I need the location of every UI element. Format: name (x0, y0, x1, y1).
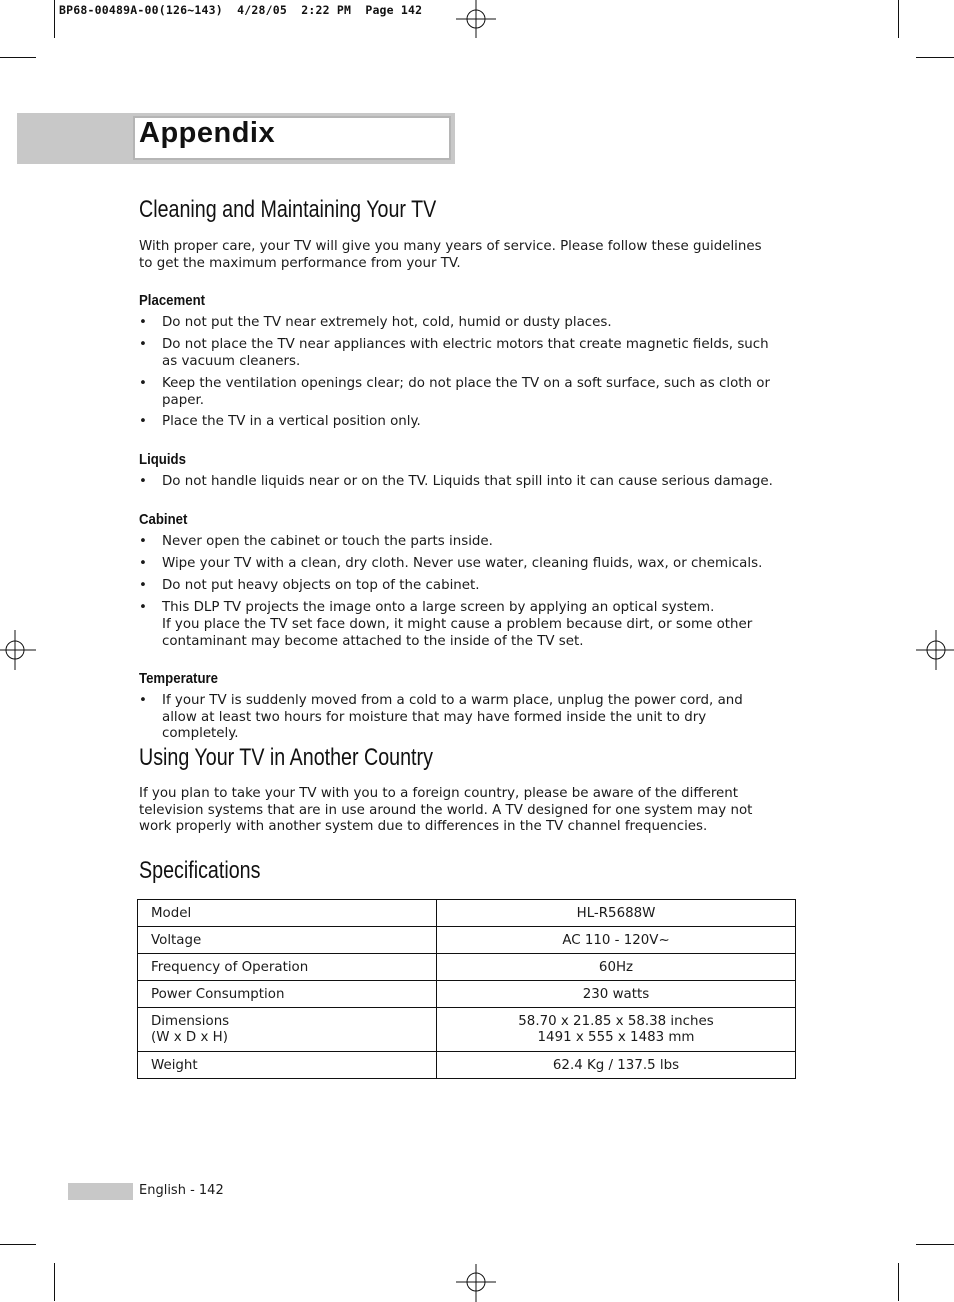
table-row (138, 981, 796, 1008)
spec-value: 62.4 Kg / 137.5 lbs (437, 1052, 796, 1079)
table-row (138, 927, 796, 954)
table-row (138, 1052, 796, 1079)
spec-value: 60Hz (437, 954, 796, 981)
specifications-table (137, 899, 796, 1079)
registration-mark-icon (914, 630, 954, 670)
crop-mark (898, 1263, 899, 1301)
cabinet-heading: Cabinet (139, 511, 188, 528)
spec-label (138, 1008, 437, 1052)
spec-label: Weight (138, 1052, 437, 1079)
spec-value (437, 1008, 796, 1052)
spec-value-line: 1491 x 555 x 1483 mm (537, 1030, 695, 1045)
temperature-heading: Temperature (139, 670, 218, 687)
table-row (138, 900, 796, 927)
print-slug: BP68-00489A-00(126~143) 4/28/05 2:22 PM Page 142 (59, 3, 423, 17)
footer-bar (68, 1183, 133, 1200)
cleaning-heading: Cleaning and Maintaining Your TV (139, 196, 437, 223)
crop-mark (54, 1263, 55, 1301)
section-title: Appendix (139, 117, 276, 149)
crop-mark (54, 0, 55, 38)
table-row (138, 954, 796, 981)
registration-mark-icon (456, 1262, 496, 1302)
spec-label: Power Consumption (138, 981, 437, 1008)
placement-heading: Placement (139, 292, 206, 309)
spec-label: Frequency of Operation (138, 954, 437, 981)
cleaning-intro: With proper care, your TV will give you many years of service. Please follow these guidelines to get the maximum performance from your TV. (139, 239, 762, 271)
table-row (138, 1008, 796, 1052)
another-country-heading: Using Your TV in Another Country (139, 744, 433, 771)
spec-label-line: (W x D x H) (151, 1030, 228, 1045)
registration-mark-icon (0, 630, 40, 670)
another-country-text: If you plan to take your TV with you to a foreign country, please be aware of the different television systems that are in use around the world. A TV designed for one system may not work properly with another system due to differences in the TV channel frequencies. (139, 786, 753, 834)
spec-value-line: 58.70 x 21.85 x 58.38 inches (518, 1014, 714, 1029)
spec-value: HL-R5688W (437, 900, 796, 927)
spec-value: 230 watts (437, 981, 796, 1008)
spec-label: Voltage (138, 927, 437, 954)
spec-label-line: Dimensions (151, 1014, 230, 1029)
crop-mark (916, 57, 954, 58)
crop-mark (898, 0, 899, 38)
crop-mark (0, 57, 36, 58)
specifications-heading: Specifications (139, 857, 261, 884)
page-number: English - 142 (139, 1183, 224, 1198)
liquids-heading: Liquids (139, 451, 186, 468)
crop-mark (0, 1244, 36, 1245)
spec-label: Model (138, 900, 437, 927)
crop-mark (916, 1244, 954, 1245)
registration-mark-icon (456, 0, 496, 40)
spec-value: AC 110 - 120V~ (437, 927, 796, 954)
